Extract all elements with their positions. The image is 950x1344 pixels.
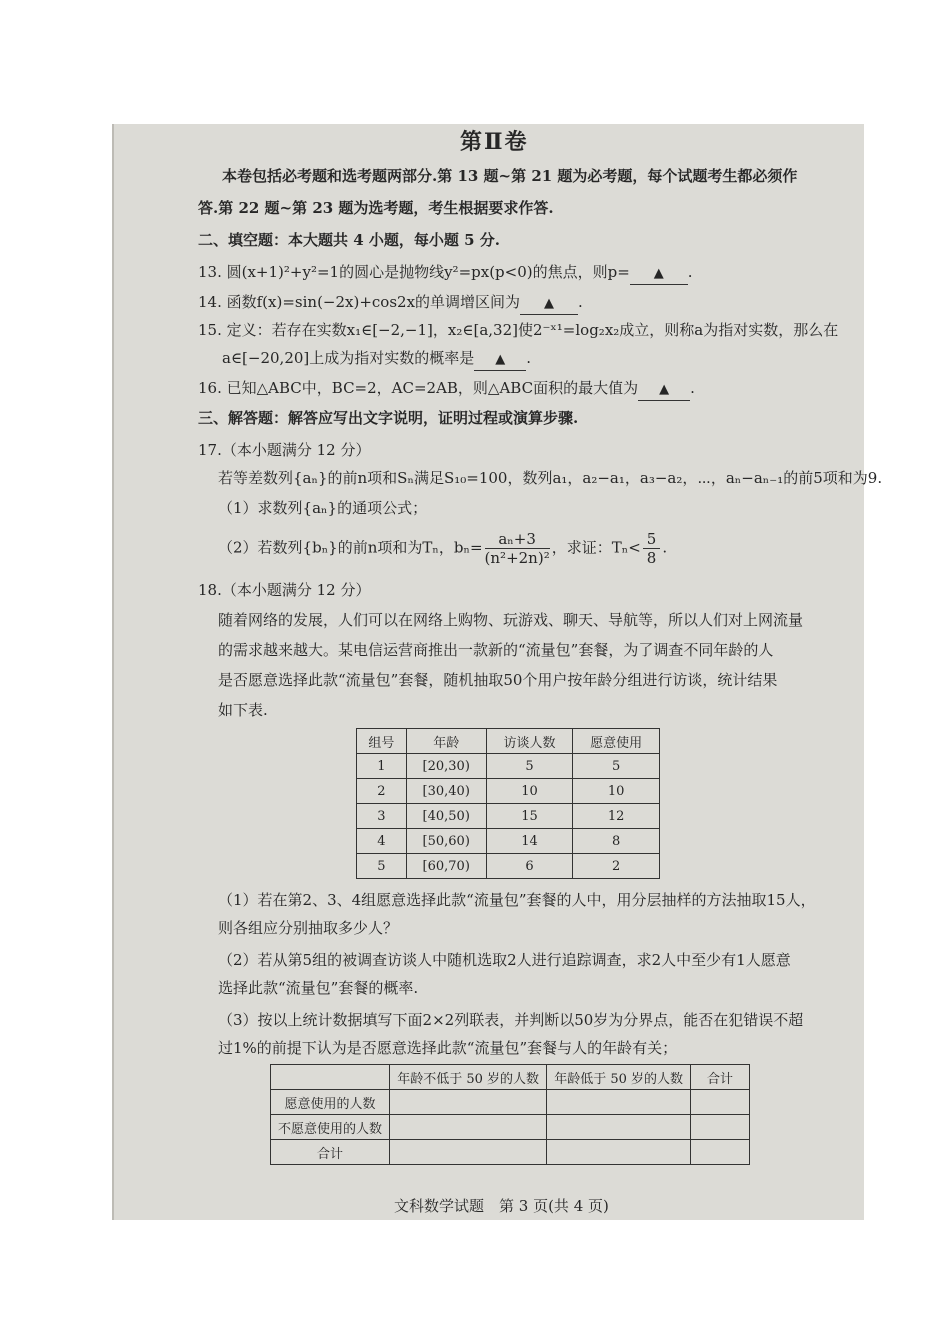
q17-part1: （1）求数列{aₙ}的通项公式； bbox=[218, 499, 428, 517]
question-14 bbox=[198, 292, 583, 315]
table-header: 年龄 bbox=[406, 729, 486, 754]
q18-para-line-2: 的需求越来越大。某电信运营商推出一款新的“流量包”套餐，为了调查不同年龄的人 bbox=[218, 641, 774, 659]
q18-sub1-line-2: 则各组应分别抽取多少人？ bbox=[218, 919, 399, 937]
table-cell: 5 bbox=[357, 854, 407, 879]
q18-para-line-4: 如下表. bbox=[218, 701, 268, 719]
table-cell: 4 bbox=[357, 829, 407, 854]
q14-text: 14. 函数f(x)=sin(−2x)+cos2x的单调增区间为 bbox=[198, 293, 521, 311]
frac-numerator: 5 bbox=[643, 530, 661, 549]
table-cell: 3 bbox=[357, 804, 407, 829]
table-cell: 15 bbox=[486, 804, 573, 829]
q18-para-line-1: 随着网络的发展，人们可以在网络上购物、玩游戏、聊天、导航等，所以人们对上网流量 bbox=[218, 611, 804, 629]
table-header-row bbox=[271, 1065, 750, 1090]
q17-part2-mid: ，求证：Tₙ< bbox=[551, 538, 641, 557]
intro-line-1: 本卷包括必考题和选考题两部分.第 13 题~第 21 题为必考题，每个试题考生都必须作 bbox=[222, 167, 798, 185]
question-15-line-2 bbox=[222, 348, 531, 371]
table-row bbox=[271, 1115, 750, 1140]
table-cell: 1 bbox=[357, 754, 407, 779]
table-cell: 5 bbox=[486, 754, 573, 779]
table-cell: 10 bbox=[573, 779, 660, 804]
q18-sub2-line-1: （2）若从第5组的被调查访谈人中随机选取2人进行追踪调查，求2人中至少有1人愿意 bbox=[218, 951, 791, 969]
part2-heading: 二、填空题：本大题共 4 小题，每小题 5 分. bbox=[198, 231, 500, 249]
table-row-label: 愿意使用的人数 bbox=[271, 1090, 390, 1115]
table-cell-empty[interactable] bbox=[547, 1115, 691, 1140]
table-cell-empty[interactable] bbox=[691, 1140, 750, 1165]
intro-line-2: 答.第 22 题~第 23 题为选考题，考生根据要求作答. bbox=[198, 199, 554, 217]
frac-denominator: 8 bbox=[646, 549, 657, 567]
table-header: 组号 bbox=[357, 729, 407, 754]
table-header: 年龄低于 50 岁的人数 bbox=[547, 1065, 691, 1090]
table-row bbox=[357, 829, 660, 854]
contingency-table bbox=[270, 1064, 750, 1165]
frac-denominator: (n²+2n)² bbox=[484, 549, 550, 567]
table-header-row bbox=[357, 729, 660, 754]
q18-sub2-line-2: 选择此款“流量包”套餐的概率. bbox=[218, 979, 419, 997]
q16-answer-blank[interactable] bbox=[638, 378, 690, 401]
table-cell-empty[interactable] bbox=[547, 1140, 691, 1165]
table-cell-empty[interactable] bbox=[390, 1115, 547, 1140]
q18-sub3-line-1: （3）按以上统计数据填写下面2×2列联表，并判断以50岁为分界点，能否在犯错误不超 bbox=[218, 1011, 804, 1029]
table-cell: 5 bbox=[573, 754, 660, 779]
q16-end: . bbox=[690, 379, 695, 397]
table-row-label: 合计 bbox=[271, 1140, 390, 1165]
table-cell-empty[interactable] bbox=[547, 1090, 691, 1115]
q18-sub1-line-1: （1）若在第2、3、4组愿意选择此款“流量包”套餐的人中，用分层抽样的方法抽取15人， bbox=[218, 891, 816, 909]
q15-end: . bbox=[526, 349, 532, 367]
exam-page bbox=[112, 124, 883, 1220]
table-cell: [60,70) bbox=[406, 854, 486, 879]
page-footer: 文科数学试题 第 3 页(共 4 页) bbox=[394, 1197, 609, 1215]
question-15-line-1: 15. 定义：若存在实数x₁∈[−2,−1]，x₂∈[a,32]使2⁻ˣ¹=log₂x₂成立，则称a为指对实数，那么在 bbox=[198, 321, 839, 339]
question-13 bbox=[198, 262, 693, 285]
q18-header: 18.（本小题满分 12 分） bbox=[198, 581, 371, 599]
q17-part2-prefix: （2）若数列{bₙ}的前n项和为Tₙ，bₙ= bbox=[218, 538, 483, 557]
q17-statement: 若等差数列{aₙ}的前n项和Sₙ满足S₁₀=100，数列a₁，a₂−a₁，a₃−a₂，⋯，aₙ−aₙ₋₁的前5项和为9. bbox=[218, 469, 883, 487]
table-cell: [40,50) bbox=[406, 804, 486, 829]
q13-end: . bbox=[687, 263, 693, 281]
table-cell: 2 bbox=[573, 854, 660, 879]
table-cell: [50,60) bbox=[406, 829, 486, 854]
table-cell-empty[interactable] bbox=[691, 1090, 750, 1115]
q14-answer-blank[interactable] bbox=[520, 292, 578, 315]
q16-text: 16. 已知△ABC中，BC=2，AC=2AB，则△ABC面积的最大值为 bbox=[198, 379, 639, 397]
table-cell: [20,30) bbox=[406, 754, 486, 779]
table-row bbox=[271, 1090, 750, 1115]
table-cell: [30,40) bbox=[406, 779, 486, 804]
q13-answer-blank[interactable] bbox=[630, 262, 688, 285]
q14-end: . bbox=[578, 293, 583, 311]
q18-sub3-line-2: 过1%的前提下认为是否愿意选择此款“流量包”套餐与人的年龄有关； bbox=[218, 1039, 678, 1057]
q15-text: a∈[−20,20]上成为指对实数的概率是 bbox=[222, 349, 475, 367]
table-row bbox=[357, 754, 660, 779]
q17-part2-end: . bbox=[662, 538, 668, 557]
question-16 bbox=[198, 378, 695, 401]
table-cell: 6 bbox=[486, 854, 573, 879]
q17-header: 17.（本小题满分 12 分） bbox=[198, 441, 371, 459]
q17-fraction-bound bbox=[643, 530, 661, 567]
table-cell: 2 bbox=[357, 779, 407, 804]
frac-numerator: aₙ+3 bbox=[485, 530, 550, 549]
answer-marker: ▲ bbox=[544, 296, 555, 311]
q17-fraction-bn bbox=[485, 530, 550, 567]
q18-para-line-3: 是否愿意选择此款“流量包”套餐，随机抽取50个用户按年龄分组进行访谈，统计结果 bbox=[218, 671, 778, 689]
table-cell-empty[interactable] bbox=[390, 1090, 547, 1115]
q17-part2 bbox=[218, 530, 667, 567]
part3-heading: 三、解答题：解答应写出文字说明，证明过程或演算步骤. bbox=[198, 409, 579, 427]
table-row bbox=[357, 854, 660, 879]
answer-marker: ▲ bbox=[495, 352, 506, 367]
table-row bbox=[271, 1140, 750, 1165]
q13-text: 13. 圆(x+1)²+y²=1的圆心是抛物线y²=px(p<0)的焦点，则p= bbox=[198, 263, 630, 281]
answer-marker: ▲ bbox=[653, 266, 664, 281]
table-cell-empty[interactable] bbox=[390, 1140, 547, 1165]
survey-table bbox=[356, 728, 660, 879]
table-cell-empty[interactable] bbox=[691, 1115, 750, 1140]
table-header: 愿意使用 bbox=[573, 729, 660, 754]
section-title: 第Ⅱ卷 bbox=[460, 129, 529, 155]
table-header: 合计 bbox=[691, 1065, 750, 1090]
table-row bbox=[357, 779, 660, 804]
table-cell: 8 bbox=[573, 829, 660, 854]
answer-marker: ▲ bbox=[659, 382, 670, 397]
table-header bbox=[271, 1065, 390, 1090]
table-cell: 10 bbox=[486, 779, 573, 804]
table-row-label: 不愿意使用的人数 bbox=[271, 1115, 390, 1140]
table-header: 年龄不低于 50 岁的人数 bbox=[390, 1065, 547, 1090]
table-header: 访谈人数 bbox=[486, 729, 573, 754]
q15-answer-blank[interactable] bbox=[474, 348, 526, 371]
table-cell: 12 bbox=[573, 804, 660, 829]
table-row bbox=[357, 804, 660, 829]
table-cell: 14 bbox=[486, 829, 573, 854]
